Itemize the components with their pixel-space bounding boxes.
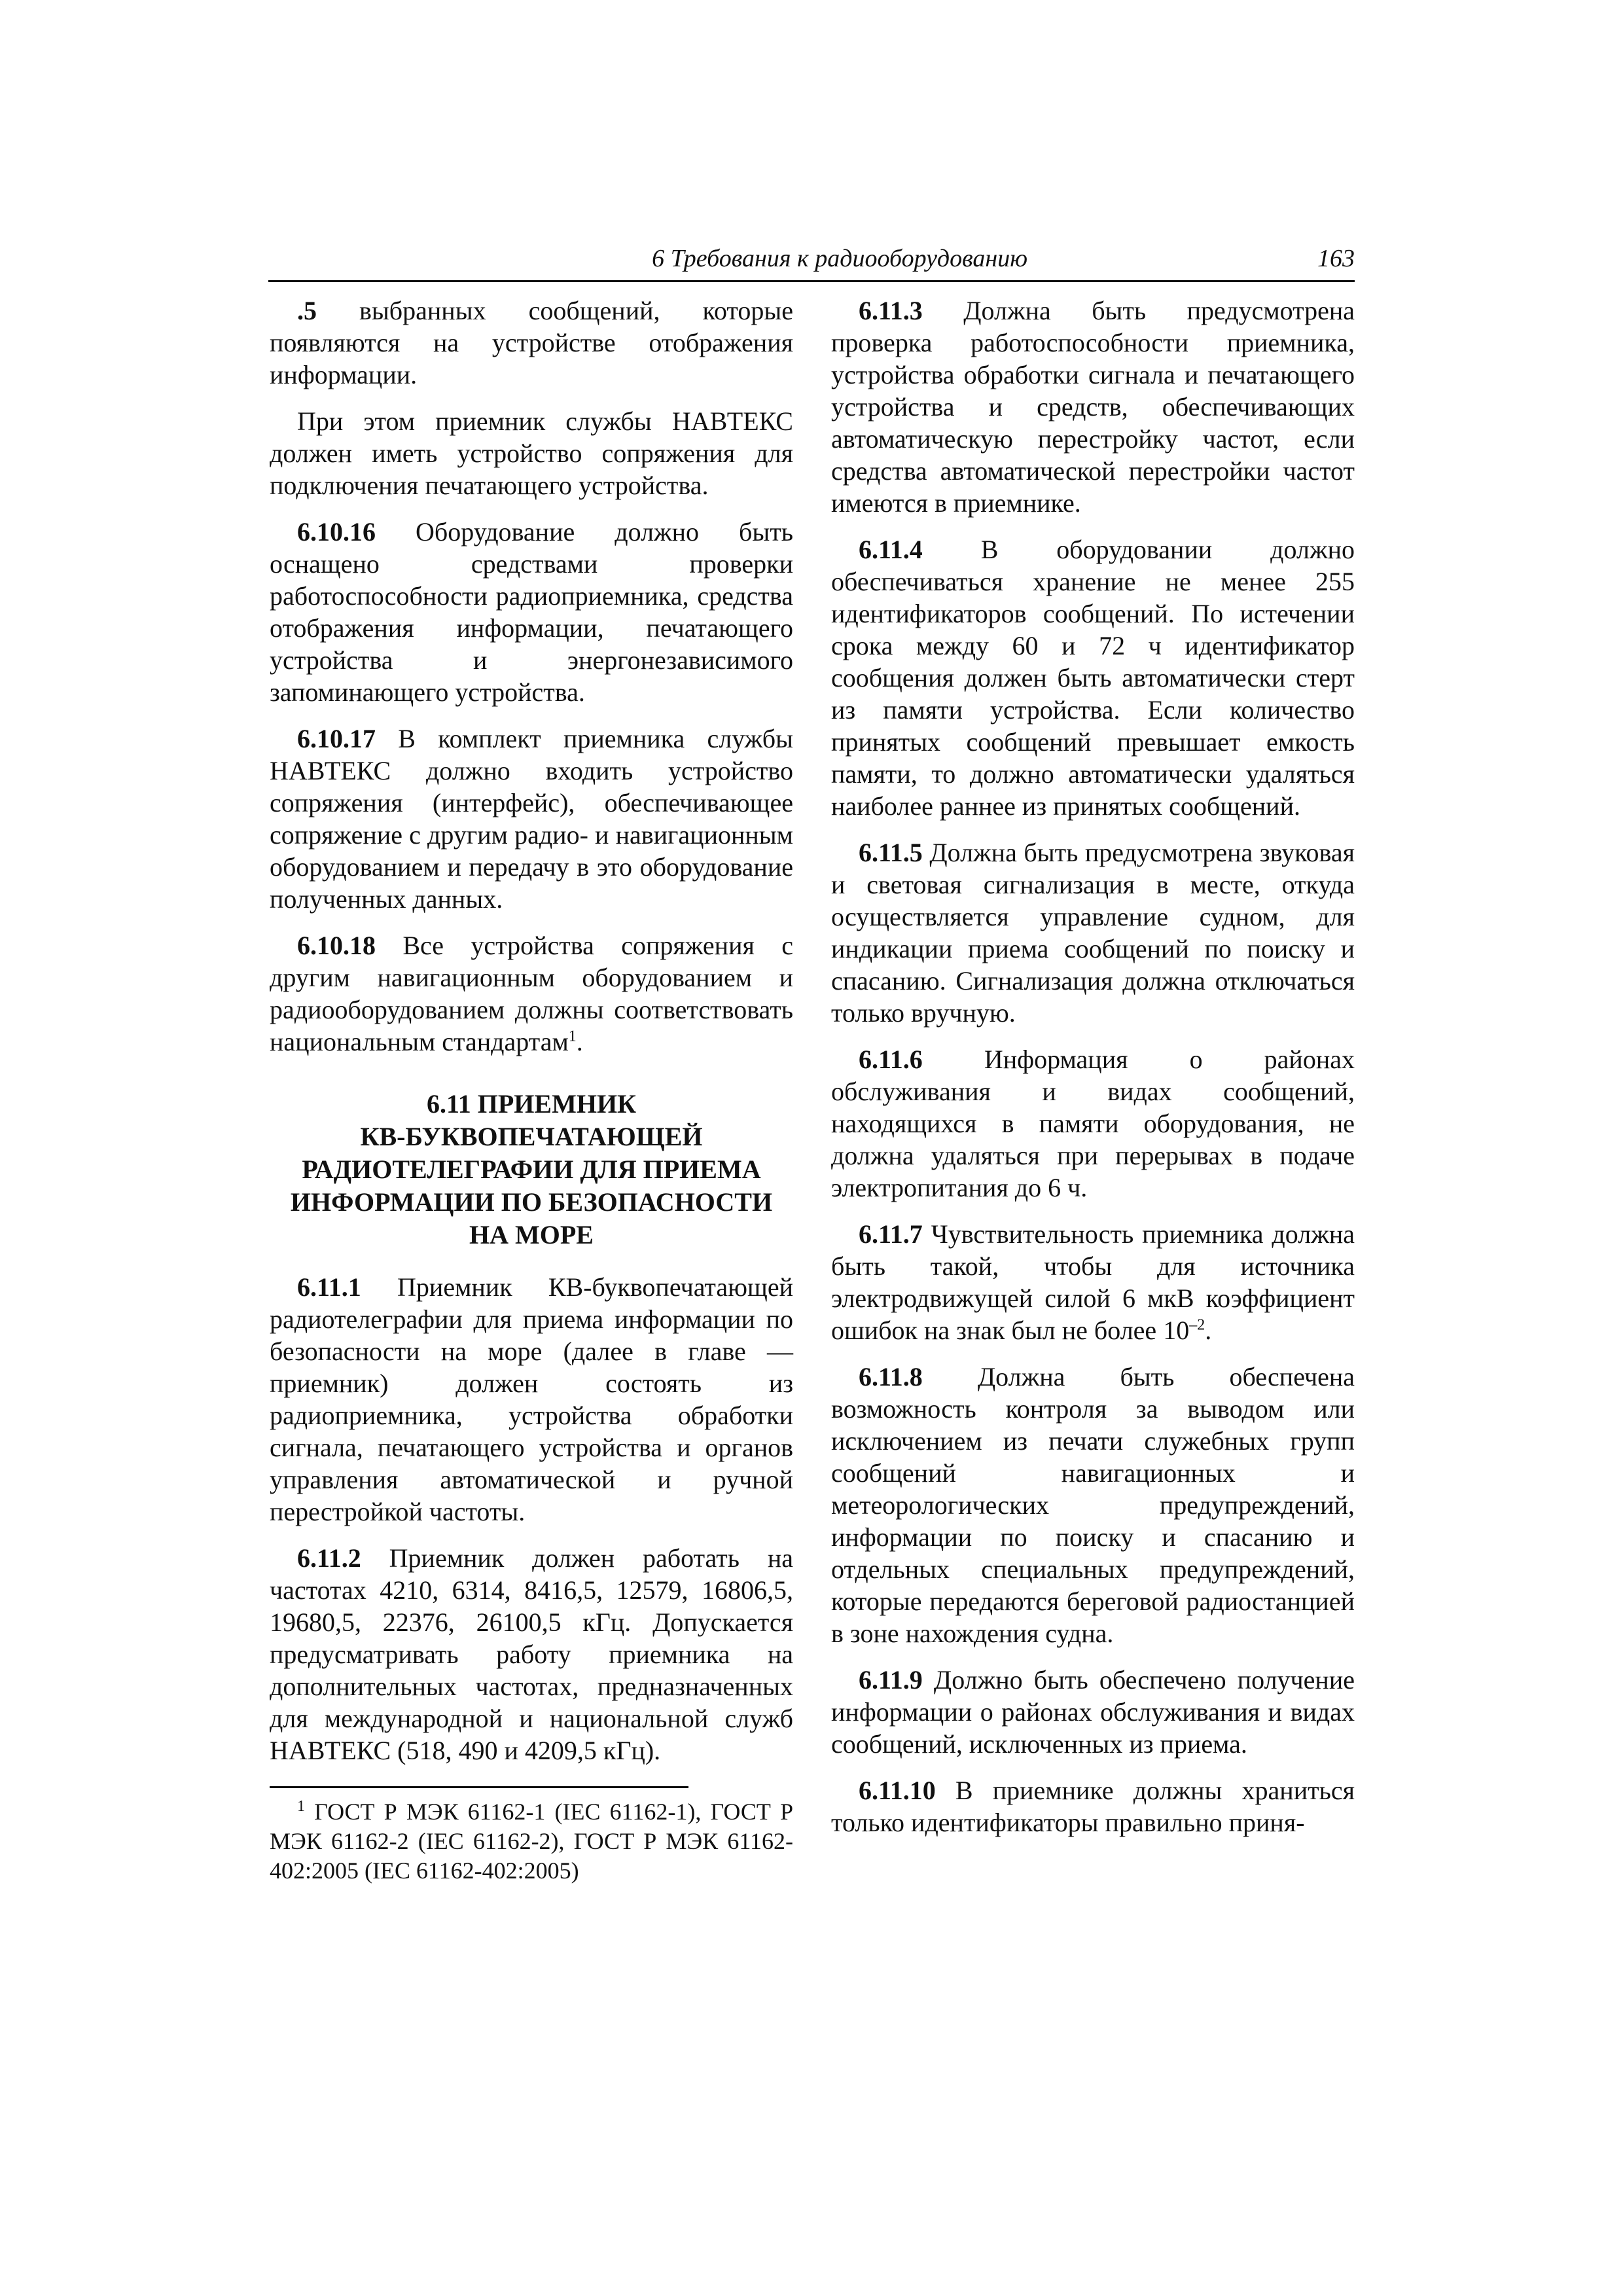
clause-number: 6.11.4 — [859, 535, 923, 564]
paragraph-text: Приемник должен работать на частотах 4210, 6314, 8416,5, 12579, 16806,5, 19680,5, 22376, 26100,5 кГц. Допускается предусматривать работу приемника на дополнительных частотах, предназначенных для международной и национальной служб НАВТЕКС (518, 490 и 4209,5 кГц). — [270, 1543, 793, 1765]
paragraph — [270, 516, 793, 708]
section-heading-line: НА МОРЕ — [469, 1220, 594, 1249]
footnote — [270, 1797, 793, 1886]
paragraph-text: При этом приемник службы НАВТЕКС должен иметь устройство сопряжения для подключения печатающего устройства. — [270, 406, 793, 500]
paragraph-text: Должно быть обеспечено получение информации о районах обслуживания и видах сообщений, исключенных из приема. — [831, 1665, 1355, 1759]
paragraph — [831, 1043, 1355, 1204]
paragraph-text: Приемник КВ-буквопечатающей радиотелеграфии для приема информации по безопасности на море (далее в главе — приемник) должен состоять из радиоприемника, устройства обработки сигнала, печатающего устройства и органов управления автоматической и ручной перестройкой частоты. — [270, 1272, 793, 1526]
paragraph-text: В комплект приемника службы НАВТЕКС должно входить устройство сопряжения (интерфейс), обеспечивающее сопряжение с другим радио- и навигационным оборудованием и передачу в это оборудование полученных данных. — [270, 724, 793, 914]
left-column — [270, 295, 793, 1886]
paragraph-text: Должна быть обеспечена возможность контроля за выводом или исключением из печати служебных групп сообщений навигационных и метеорологических предупреждений, информации по поиску и спасанию и отдельных специальных предупреждений, которые передаются береговой радиостанцией в зоне нахождения судна. — [831, 1362, 1355, 1648]
paragraph — [270, 929, 793, 1058]
paragraph — [270, 1542, 793, 1767]
footnote-text: ГОСТ Р МЭК 61162-1 (IEC 61162-1), ГОСТ Р МЭК 61162-2 (IEC 61162-2), ГОСТ Р МЭК 61162-402:2005 (IEC 61162-402:2005) — [270, 1799, 793, 1884]
paragraph-text: Должна быть предусмотрена проверка работоспособности приемника, устройства обработки сигнала и печатающего устройства и средств, обеспечивающих автоматическую перестройку частот, если средства автоматической перестройки частот имеются в приемнике. — [831, 296, 1355, 518]
clause-number: 6.11.2 — [297, 1543, 361, 1573]
paragraph — [831, 1361, 1355, 1649]
clause-number: .5 — [297, 296, 317, 325]
paragraph — [831, 1664, 1355, 1760]
clause-number: 6.10.16 — [297, 517, 376, 547]
running-header-title: 6 Требования к радиооборудованию — [652, 245, 1027, 272]
paragraph — [831, 1774, 1355, 1839]
paragraph — [270, 405, 793, 501]
paragraph-text: Чувствительность приемника должна быть такой, чтобы для источника электродвижущей силой 6 мкВ коэффициент ошибок на знак был не более 10 — [831, 1219, 1355, 1345]
paragraph-text: В оборудовании должно обеспечиваться хранение не менее 255 идентификаторов сообщений. По истечении срока между 60 и 72 ч идентификатор сообщения должен быть автоматически стерт из памяти устройства. Если количество принятых сообщений превышает емкость памяти, то должно автоматически удаляться наиболее раннее из принятых сообщений. — [831, 535, 1355, 821]
footnote-divider — [270, 1786, 688, 1788]
paragraph — [270, 723, 793, 915]
clause-number: 6.11.9 — [859, 1665, 923, 1695]
section-heading-line: ИНФОРМАЦИИ ПО БЕЗОПАСНОСТИ — [290, 1187, 773, 1217]
page-number: 163 — [1317, 245, 1355, 272]
paragraph — [270, 295, 793, 391]
paragraph-text: Должна быть предусмотрена звуковая и световая сигнализация в месте, откуда осуществляется управление судном, для индикации приема сообщений по поиску и спасанию. Сигнализация должна отключаться только вручную. — [831, 838, 1355, 1028]
paragraph-end: . — [1205, 1316, 1212, 1345]
running-header — [268, 242, 1355, 282]
paragraph-text: Все устройства сопряжения с другим навигационным оборудованием и радиооборудованием должны соответствовать национальным стандартам — [270, 931, 793, 1056]
clause-number: 6.11.10 — [859, 1776, 936, 1805]
paragraph — [831, 1218, 1355, 1346]
clause-number: 6.11.6 — [859, 1045, 923, 1074]
clause-number: 6.11.1 — [297, 1272, 361, 1302]
section-heading-line: РАДИОТЕЛЕГРАФИИ ДЛЯ ПРИЕМА — [302, 1155, 761, 1184]
clause-number: 6.10.18 — [297, 931, 376, 960]
paragraph-text: В приемнике должны храниться только идентификаторы правильно приня- — [831, 1776, 1355, 1837]
clause-number: 6.11.3 — [859, 296, 923, 325]
right-column — [831, 295, 1355, 1853]
section-heading-line: КВ-БУКВОПЕЧАТАЮЩЕЙ — [360, 1122, 703, 1151]
paragraph — [831, 533, 1355, 822]
paragraph-text: Оборудование должно быть оснащено средствами проверки работоспособности радиоприемника, средства отображения информации, печатающего устройства и энергонезависимого запоминающего устройства. — [270, 517, 793, 707]
paragraph-end: . — [576, 1027, 583, 1056]
clause-number: 6.11.7 — [859, 1219, 923, 1249]
exponent: –2 — [1189, 1316, 1205, 1334]
section-heading-line: 6.11 ПРИЕМНИК — [426, 1089, 637, 1119]
paragraph-text: выбранных сообщений, которые появляются на устройстве отображения информации. — [270, 296, 793, 389]
section-heading — [270, 1088, 793, 1251]
footnote-reference: 1 — [568, 1028, 577, 1045]
paragraph — [831, 295, 1355, 519]
footnote-mark: 1 — [297, 1798, 305, 1815]
clause-number: 6.10.17 — [297, 724, 376, 753]
paragraph — [270, 1271, 793, 1528]
clause-number: 6.11.8 — [859, 1362, 923, 1391]
clause-number: 6.11.5 — [859, 838, 923, 867]
paragraph-text: Информация о районах обслуживания и видах сообщений, находящихся в памяти оборудования, не должна удаляться при перерывах в подаче электропитания до 6 ч. — [831, 1045, 1355, 1202]
paragraph — [831, 836, 1355, 1029]
